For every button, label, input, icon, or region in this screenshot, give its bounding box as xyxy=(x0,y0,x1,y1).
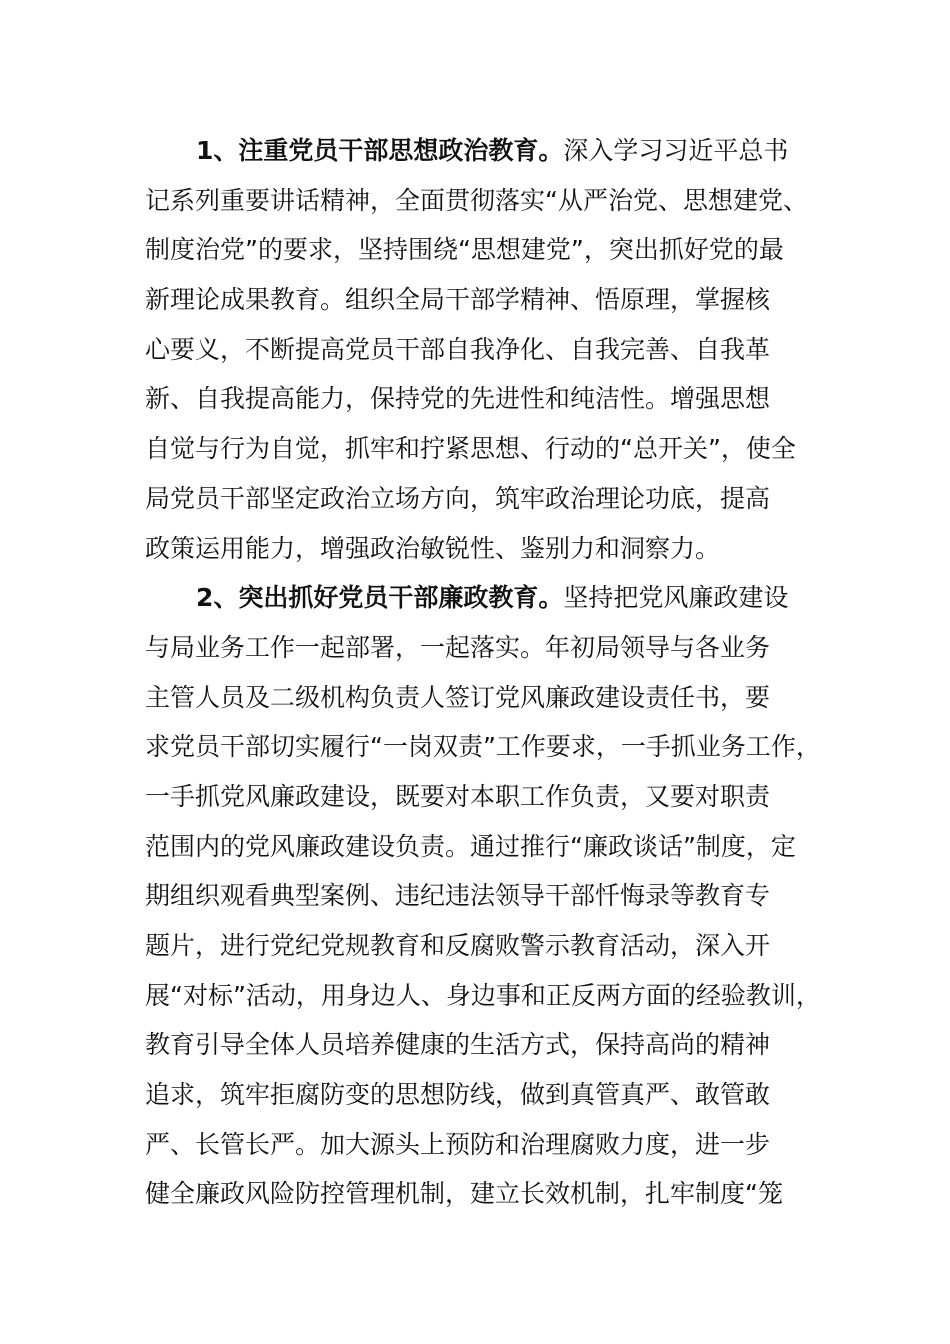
paragraph-2-line: 与局业务工作一起部署，一起落实。年初局领导与各业务 xyxy=(145,632,771,662)
paragraph-1-line: 局党员干部坚定政治立场方向，筑牢政治理论功底，提高 xyxy=(145,483,771,513)
paragraph-1-line: 深入学习习近平总书 xyxy=(563,136,789,165)
paragraph-2-line: 展“对标”活动，用身边人、身边事和正反两方面的经验教训， xyxy=(145,980,821,1010)
body-text xyxy=(145,126,825,1219)
paragraph-2-first-line xyxy=(145,573,825,623)
paragraph-2-line: 范围内的党风廉政建设负责。通过推行“廉政谈话”制度，定 xyxy=(145,831,796,861)
paragraph-1-line: 心要义，不断提高党员干部自我净化、自我完善、自我革 xyxy=(145,334,771,364)
paragraph-2-line: 坚持把党风廉政建设 xyxy=(563,583,789,613)
paragraph-2-line: 健全廉政风险防控管理机制，建立长效机制，扎牢制度“笼 xyxy=(145,1179,783,1209)
paragraph-1-line: 政策运用能力，增强政治敏锐性、鉴别力和洞察力。 xyxy=(145,533,721,563)
paragraph-1-line: 制度治党”的要求，坚持围绕“思想建党”，突出抓好党的最 xyxy=(145,235,784,265)
paragraph-2-line: 期组织观看典型案例、违纪违法领导干部忏悔录等教育专 xyxy=(145,881,771,911)
paragraph-2-line: 追求，筑牢拒腐防变的思想防线，做到真管真严、敢管敢 xyxy=(145,1080,771,1110)
paragraph-2-line: 一手抓党风廉政建设，既要对本职工作负责，又要对职责 xyxy=(145,781,771,811)
paragraph-2-line: 严、长管长严。加大源头上预防和治理腐败力度，进一步 xyxy=(145,1129,771,1159)
paragraph-1-line: 新、自我提高能力，保持党的先进性和纯洁性。增强思想 xyxy=(145,384,771,414)
paragraph-2-line: 题片，进行党纪党规教育和反腐败警示教育活动，深入开 xyxy=(145,931,771,960)
paragraph-2-line: 主管人员及二级机构负责人签订党风廉政建设责任书，要 xyxy=(145,682,771,712)
paragraph-2-line: 教育引导全体人员培养健康的生活方式，保持高尚的精神 xyxy=(145,1030,771,1060)
paragraph-2-line: 求党员干部切实履行“一岗双责”工作要求，一手抓业务工作， xyxy=(145,732,821,762)
paragraph-1-line: 新理论成果教育。组织全局干部学精神、悟原理，掌握核 xyxy=(145,285,771,315)
paragraph-1-first-line xyxy=(145,126,825,176)
paragraph-2-heading: 2、突出抓好党员干部廉政教育。 xyxy=(196,583,564,613)
paragraph-1-line: 记系列重要讲话精神，全面贯彻落实“从严治党、思想建党、 xyxy=(145,185,808,215)
paragraph-1-heading: 1、注重党员干部思想政治教育。 xyxy=(196,136,564,165)
paragraph-1-line: 自觉与行为自觉，抓牢和拧紧思想、行动的“总开关”，使全 xyxy=(145,434,796,464)
